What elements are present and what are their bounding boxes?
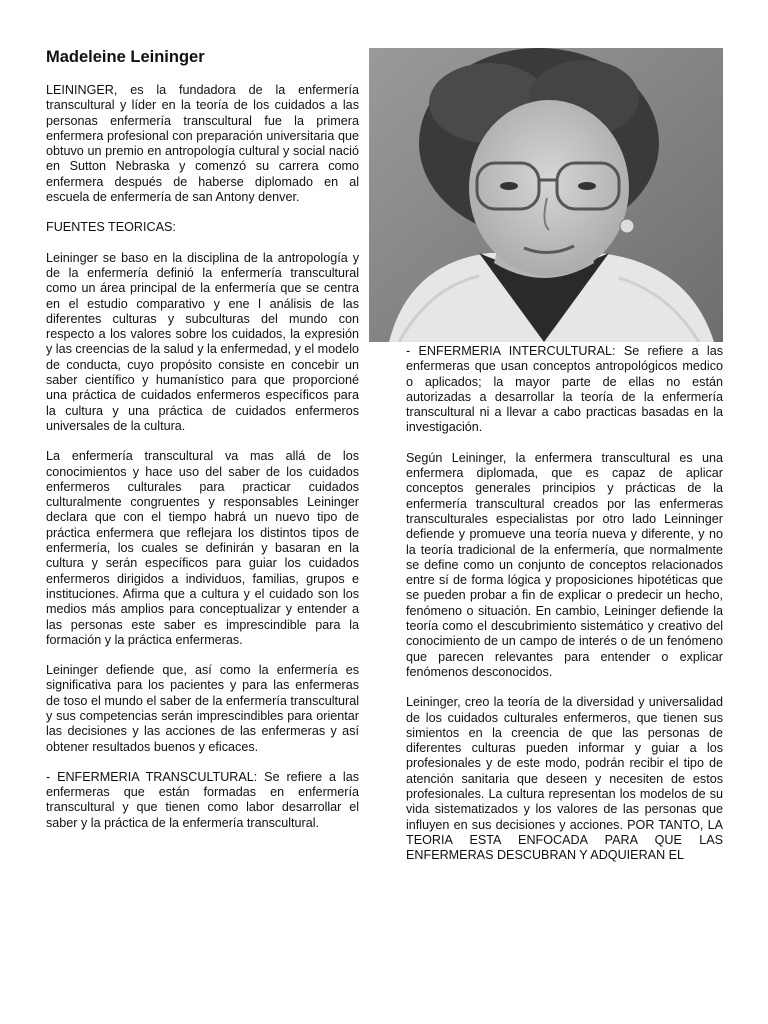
paragraph-def-transcultural: - ENFERMERIA TRANSCULTURAL: Se refiere a las enfermeras que están formadas en enfermería transcultural y que tienen como labor desarrollar el saber y la práctica de la enfermería transcultural. [46,769,359,830]
portrait-photo [369,48,723,342]
paragraph-def-intercultural: - ENFERMERIA INTERCULTURAL: Se refiere a las enfermeras que usan conceptos antropológicos medico o aplicados; la mayor parte de ellas no están autorizadas a desarrollar la teoría de la enfermería transcultural ni a llevar a cabo practicas basadas en la investigación. [406,344,723,435]
document-title: Madeleine Leininger [46,48,205,66]
paragraph-intro: LEININGER, es la fundadora de la enfermería transcultural y líder en la teoría de los cuidados a las personas enfermería transcultural fue la primera enfermera profesional con preparación universitaria que obtuvo un premio en antropología cultural y social nació en Sutton Nebraska y comenzó su carrera como enfermera después de haberse diplomado en al escuela de enfermería de san Antony denver. [46,83,359,205]
paragraph-teoria-diversidad: Leininger, creo la teoría de la diversidad y universalidad de los cuidados culturales enfermeros, que tienen sus simientos en la creencia de que las personas de diferentes culturas pueden informar y guiar a los profesionales y de este modo, podrán recibir el tipo de atención sanitaria que deseen y necesiten de estos profesionales. La cultura representan los modelos de su vida sistematizados y los valores de las personas que influyen en sus decisiones y acciones. POR TANTO, LA TEORIA ESTA ENFOCADA PARA QUE LAS ENFERMERAS DESCUBRAN Y ADQUIERAN EL [406,695,723,863]
paragraph-enfermera-transcultural: Según Leininger, la enfermera transcultural es una enfermera diplomada, que es capaz de aplicar conceptos generales principios y prácticas de la enfermería transcultural creados por las enfermeras transculturales especialistas por otro lado Leinninger defiende y promueve una teoría nueva y diferente, y no la teoría tradicional de la enfermería, que normalmente se define como un conjunto de conceptos relacionados entre sí de forma lógica y proposiciones hipotéticas que se pueden probar a fin de explicar o predecir un hecho, fenómeno o situación. En cambio, Leininger defiende la teoría como el descubrimiento sistemático y creativo del conocimiento de un campo de interés o de un fenómeno que parecen relevantes para entender o explicar fenómenos desconocidos. [406,450,723,679]
section-heading-fuentes: FUENTES TEORICAS: [46,220,176,235]
right-text-column [406,344,723,879]
paragraph-significance: Leininger defiende que, así como la enfermería es significativa para los pacientes y para las enfermeras de toso el mundo el saber de la enfermería transcultural y sus competencias serán imprescindibles para orientar las decisiones y las acciones de las enfermeras y así obtener resultados buenos y eficaces. [46,663,359,754]
paragraph-fuentes: Leininger se baso en la disciplina de la antropología y de la enfermería definió la enfermería transcultural como un área principal de la enfermería que se centra en el estudio comparativo y ene l análisis de las diferentes culturas y subculturas del mundo con respecto a los valores sobre los cuidados, la expresión y las creencias de la salud y la enfermedad, y el modelo de conducta, cuyo propósito consiste en concebir un saber científico y humanístico para que proporcioné una práctica de cuidados enfermeros específicos para la cultura y una práctica de cuidados enfermeros universales de la cultura. [46,250,359,433]
left-text-column [46,83,359,846]
paragraph-transcultural-practice: La enfermería transcultural va mas allá de los conocimientos y hace uso del saber de los cuidados enfermeros culturales para practicar cuidados culturalmente congruentes y responsables Leininger declara que con el tiempo habrá un nuevo tipo de práctica enfermera que reflejara los distintos tipos de enfermería, los cuales se definirán y basaran en la cultura y serán específicos para guiar los cuidados enfermeros dirigidos a individuos, familias, grupos e instituciones. Afirma que a cultura y el cuidado son los medios más amplios para conceptualizar y entender a las personas este saber es imprescindible para la formación y la práctica enfermeras. [46,449,359,647]
